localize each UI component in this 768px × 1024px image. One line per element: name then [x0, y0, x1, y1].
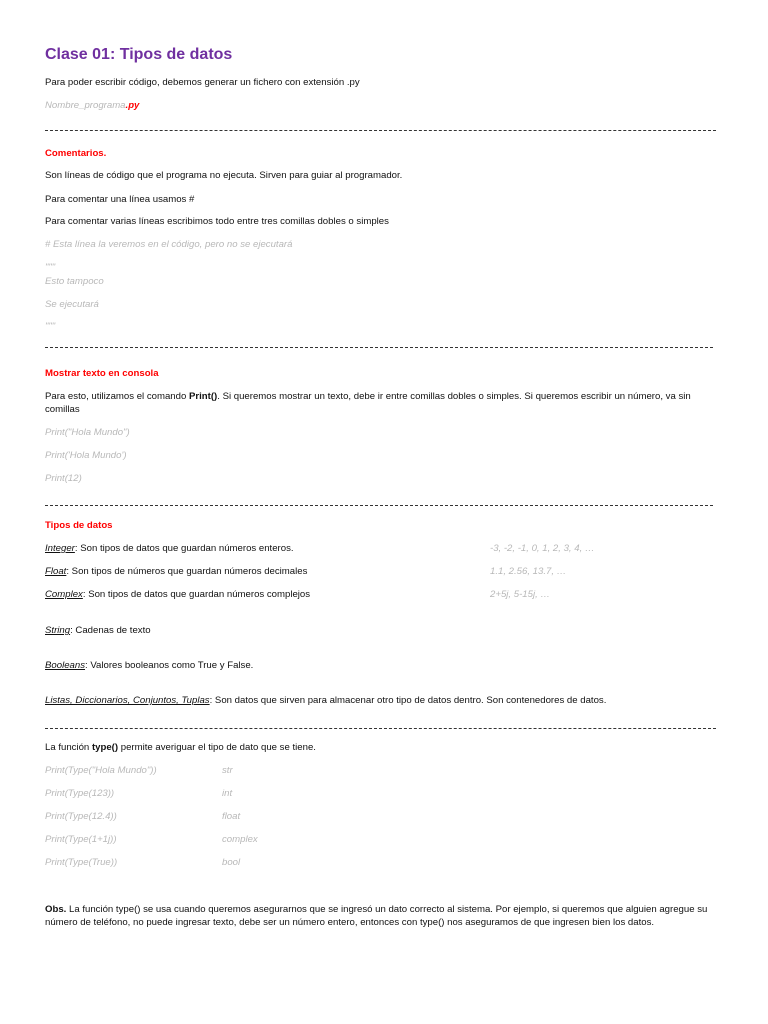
type-function: type() — [91, 742, 119, 753]
integer-term: Integer — [45, 543, 75, 554]
type-example-result: complex — [222, 834, 258, 845]
obs-paragraph: Obs. La función type() se usa cuando queremos asegurarnos que se ingresó un dato correcto al sistema. Por ejemplo, si queremos que alguien agregue su número de teléfono, no puede ingresar texto, debe ser un número entero, entonces con type() nos aseguramos de que ingresen bien los datos. — [45, 904, 708, 928]
type-example-code: Print(Type(1+1j)) — [45, 834, 117, 845]
booleans-row: Booleans: Valores booleanos como True y False. — [45, 660, 254, 671]
print-command: Print() — [188, 391, 218, 402]
complex-example: 2+5j, 5-15j, … — [490, 589, 550, 600]
type-example-result: bool — [222, 857, 241, 868]
float-term: Float — [45, 566, 67, 577]
print-code-line: Print("Hola Mundo") — [45, 427, 130, 438]
page-title: Clase 01: Tipos de datos — [45, 46, 233, 63]
intro-text: Para poder escribir código, debemos generar un fichero con extensión .py — [45, 77, 360, 88]
section-divider — [45, 728, 716, 729]
type-example-result: float — [222, 811, 241, 822]
comment-code-line: Se ejecutará — [45, 299, 99, 310]
section-divider — [45, 505, 713, 506]
integer-row: Integer: Son tipos de datos que guardan números enteros. — [45, 543, 294, 554]
mostrar-heading: Mostrar texto en consola — [45, 368, 159, 379]
comentarios-line-2: Para comentar una línea usamos # — [45, 194, 195, 205]
comment-code-line: # Esta línea la veremos en el código, pero no se ejecutará — [45, 239, 293, 250]
type-example-code: Print(Type(12.4)) — [45, 811, 117, 822]
print-code-line: Print(12) — [45, 473, 82, 484]
comment-code-line: """ — [45, 262, 56, 273]
listas-row: Listas, Diccionarios, Conjuntos, Tuplas: Son datos que sirven para almacenar otro tipo de datos dentro. Son contenedores de datos. — [45, 695, 607, 706]
type-example-code: Print(Type(True)) — [45, 857, 118, 868]
section-divider — [45, 347, 713, 348]
comentarios-heading: Comentarios. — [45, 148, 107, 159]
obs-label: Obs. — [45, 904, 67, 915]
tipos-heading: Tipos de datos — [45, 520, 113, 531]
listas-term: Listas, Diccionarios, Conjuntos, Tuplas — [45, 695, 210, 706]
complex-row: Complex: Son tipos de datos que guardan números complejos — [45, 589, 311, 600]
float-row: Float: Son tipos de números que guardan números decimales — [45, 566, 308, 577]
comment-code-line: """ — [45, 321, 56, 332]
integer-example: -3, -2, -1, 0, 1, 2, 3, 4, … — [490, 543, 595, 554]
type-example-code: Print(Type(123)) — [45, 788, 115, 799]
comment-code-line: Esto tampoco — [45, 276, 104, 287]
comentarios-line-3: Para comentar varias líneas escribimos todo entre tres comillas dobles o simples — [45, 216, 389, 227]
print-code-line: Print('Hola Mundo') — [45, 450, 127, 461]
type-example-code: Print(Type("Hola Mundo")) — [45, 765, 157, 776]
booleans-term: Booleans — [45, 660, 86, 671]
type-intro: La función type() permite averiguar el tipo de dato que se tiene. — [45, 742, 316, 753]
string-row: String: Cadenas de texto — [45, 625, 151, 636]
section-divider — [45, 130, 716, 131]
type-example-result: int — [222, 788, 233, 799]
filename-extension: .py — [125, 100, 140, 111]
comentarios-line-1: Son líneas de código que el programa no ejecuta. Sirven para guiar al programador. — [45, 170, 403, 181]
string-term: String — [45, 625, 71, 636]
filename-name: Nombre_programa — [45, 100, 126, 111]
mostrar-text: Para esto, utilizamos el comando Print(). Si queremos mostrar un texto, debe ir entre comillas dobles o simples. Si queremos escribir un número, va sin comillas — [45, 391, 691, 415]
filename-example — [45, 99, 139, 112]
complex-term: Complex — [45, 589, 83, 600]
type-example-result: str — [222, 765, 233, 776]
float-example: 1.1, 2.56, 13.7, … — [490, 566, 567, 577]
